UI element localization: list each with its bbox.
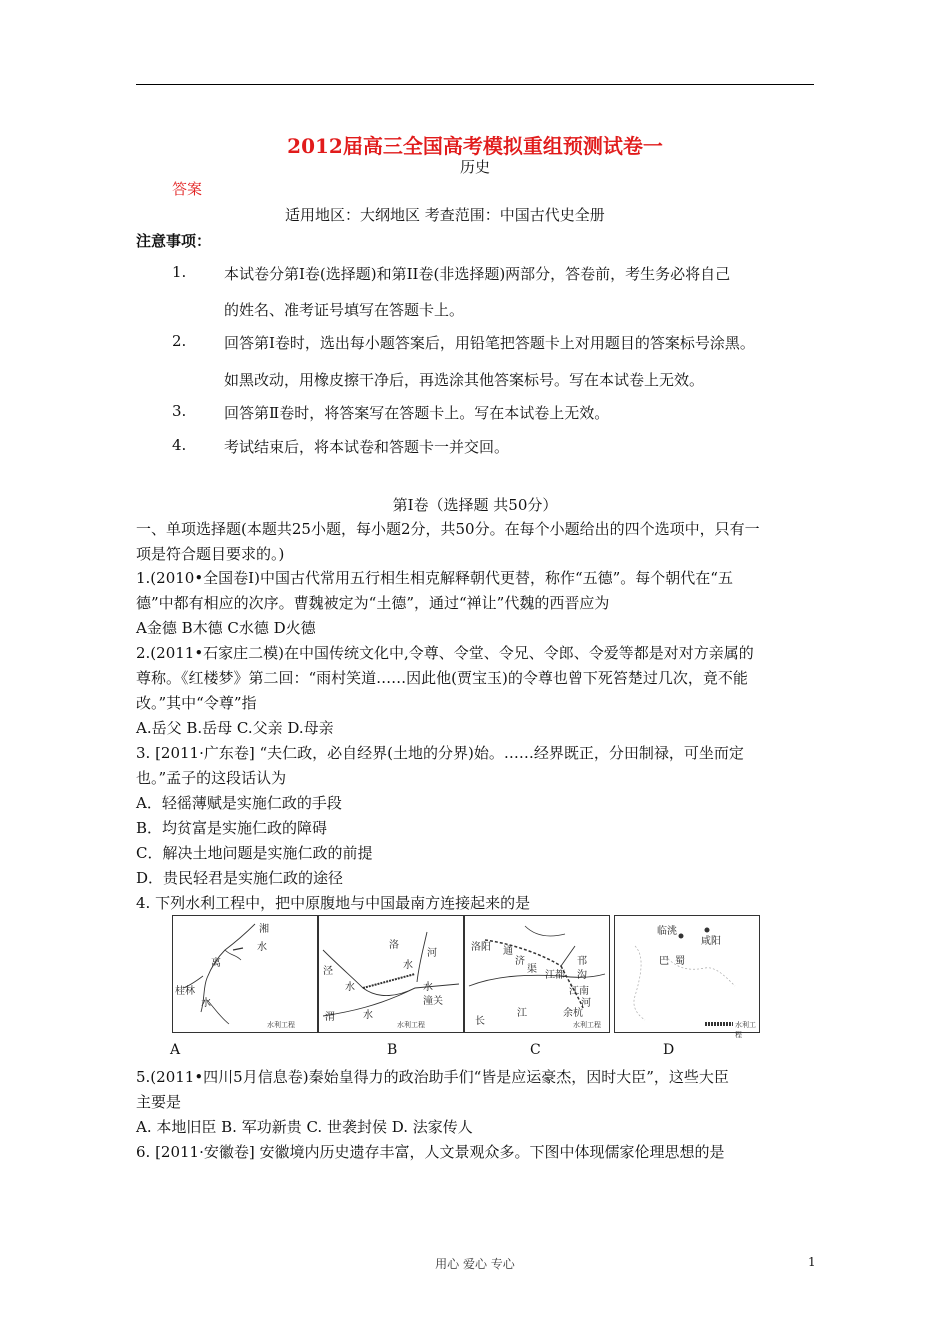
map-place: 蜀 (675, 956, 685, 967)
exam-subject: 历史 (459, 158, 490, 176)
map-place: 沟 (577, 970, 587, 981)
q5-options: A. 本地旧臣 B. 军功新贵 C. 世袭封侯 D. 法家传人 (136, 1118, 473, 1136)
q3-option-c: C．解决土地问题是实施仁政的前提 (136, 844, 373, 862)
note-num: 2. (172, 332, 187, 350)
map-option-label: A (170, 1042, 181, 1058)
map-place: 渭 (325, 1012, 335, 1023)
note-num: 3. (172, 402, 187, 420)
map-option-label: C (530, 1042, 541, 1058)
note-line: 本试卷分第Ⅰ卷(选择题)和第II卷(非选择题)两部分，答卷前，考生务必将自己 (224, 265, 731, 283)
page-number: 1 (808, 1255, 816, 1269)
map-legend: 水利工程 (735, 1021, 756, 1039)
q1-text: 德”中都有相应的次序。曹魏被定为“土德”，通过“禅让”代魏的西晋应为 (136, 594, 610, 612)
answer-label: 答案 (172, 180, 203, 198)
map-place: 离 (211, 958, 221, 969)
q5-text: 5.(2011•四川5月信息卷)秦始皇得力的政治助手们“皆是应运豪杰，因时大臣”，这些大臣 (136, 1068, 729, 1086)
map-place: 洛 (389, 940, 399, 951)
q4-text: 4. 下列水利工程中，把中原腹地与中国最南方连接起来的是 (136, 894, 531, 912)
map-place: 江南 (569, 986, 589, 997)
map-legend: 水利工程 (397, 1021, 425, 1029)
section-intro: 项是符合题目要求的。) (136, 545, 285, 563)
q3-text: 3. [2011·广东卷] “夫仁政，必自经界(土地的分界)始。……经界既正，分田制禄，可坐而定 (136, 744, 744, 762)
map-a-rivers (173, 916, 317, 1032)
map-place: 临洮 (657, 926, 677, 937)
map-place: 巴 (659, 956, 669, 967)
q2-options: A.岳父 B.岳母 C.父亲 D.母亲 (136, 719, 334, 737)
exam-title: 2012届高三全国高考模拟重组预测试卷一 (287, 134, 663, 158)
map-place: 河 (427, 948, 437, 959)
map-place: 洛阳 (471, 942, 491, 953)
map-place: 桂林 (175, 986, 195, 997)
map-place: 邗 (577, 956, 587, 967)
map-place: 潼关 (423, 996, 443, 1007)
note-line: 回答第Ⅱ卷时，将答案写在答题卡上。写在本试卷上无效。 (224, 404, 610, 422)
map-place: 湘 (259, 924, 269, 935)
note-line: 如黑改动，用橡皮擦干净后，再选涂其他答案标号。写在本试卷上无效。 (224, 371, 705, 389)
map-place: 泾 (323, 966, 333, 977)
map-place: 长 (475, 1016, 485, 1027)
q3-text: 也。”孟子的这段话认为 (136, 769, 287, 787)
note-line: 考试结束后，将本试卷和答题卡一并交回。 (224, 438, 510, 456)
map-d-rivers (615, 916, 759, 1032)
q3-option-d: D．贵民轻君是实施仁政的途径 (136, 869, 344, 887)
map-place: 河 (581, 998, 591, 1009)
q2-text: 尊称。《红楼梦》第二回：“雨村笑道……因此他(贾宝玉)的令尊也曾下死笞楚过几次，竟不能 (136, 669, 748, 687)
map-place: 水 (201, 998, 211, 1009)
note-line: 回答第Ⅰ卷时，选出每小题答案后，用铅笔把答题卡上对用题目的答案标号涂黑。 (224, 334, 755, 352)
q2-text: 改。”其中“令尊”指 (136, 694, 257, 712)
map-place: 江 (517, 1008, 527, 1019)
map-place: 水 (345, 982, 355, 993)
map-legend: 水利工程 (573, 1021, 601, 1029)
notes-heading: 注意事项： (136, 232, 212, 250)
map-b-rivers (319, 916, 463, 1032)
map-c-rivers (465, 916, 609, 1032)
map-place: 江都 (545, 970, 565, 981)
map-place: 渠 (527, 964, 537, 975)
map-a (172, 915, 318, 1033)
map-option-label: B (387, 1042, 398, 1058)
map-place: 余杭 (563, 1008, 583, 1019)
section-title: 第Ⅰ卷（选择题 共50分） (392, 496, 558, 514)
footer-slogan: 用心 爱心 专心 (435, 1257, 515, 1271)
q5-text: 主要是 (136, 1093, 182, 1111)
q3-option-a: A．轻徭薄赋是实施仁政的手段 (136, 794, 342, 812)
map-place: 咸阳 (701, 936, 721, 947)
header-rule (136, 84, 814, 85)
q2-text: 2.(2011•石家庄二模)在中国传统文化中,令尊、令堂、令兄、令郎、令爱等都是对对方亲属的 (136, 644, 754, 662)
q3-option-b: B．均贫富是实施仁政的障碍 (136, 819, 328, 837)
map-option-label: D (663, 1042, 675, 1058)
note-num: 1. (172, 263, 187, 281)
map-place: 济 (515, 956, 525, 967)
map-place: 通 (503, 946, 513, 957)
section-intro: 一、单项选择题(本题共25小题，每小题2分，共50分。在每个小题给出的四个选项中，只有一 (136, 520, 760, 538)
q6-text: 6. [2011·安徽卷] 安徽境内历史遗存丰富，人文景观众多。下图中体现儒家伦理思想的是 (136, 1143, 725, 1161)
q1-text: 1.(2010•全国卷Ⅰ)中国古代常用五行相生相克解释朝代更替，称作“五德”。每个朝代在“五 (136, 569, 733, 587)
note-line: 的姓名、准考证号填写在答题卡上。 (224, 301, 465, 319)
note-num: 4. (172, 436, 187, 454)
exam-meta: 适用地区：大纲地区 考查范围：中国古代史全册 (285, 206, 605, 224)
map-c (464, 915, 610, 1033)
map-place: 水 (403, 960, 413, 971)
map-place: 水 (423, 982, 433, 993)
q1-options: A金德 B木德 C水德 D火德 (136, 619, 316, 637)
map-b (318, 915, 464, 1033)
map-d (614, 915, 760, 1039)
map-place: 水 (257, 942, 267, 953)
map-legend: 水利工程 (267, 1021, 295, 1029)
map-place: 水 (363, 1010, 373, 1021)
